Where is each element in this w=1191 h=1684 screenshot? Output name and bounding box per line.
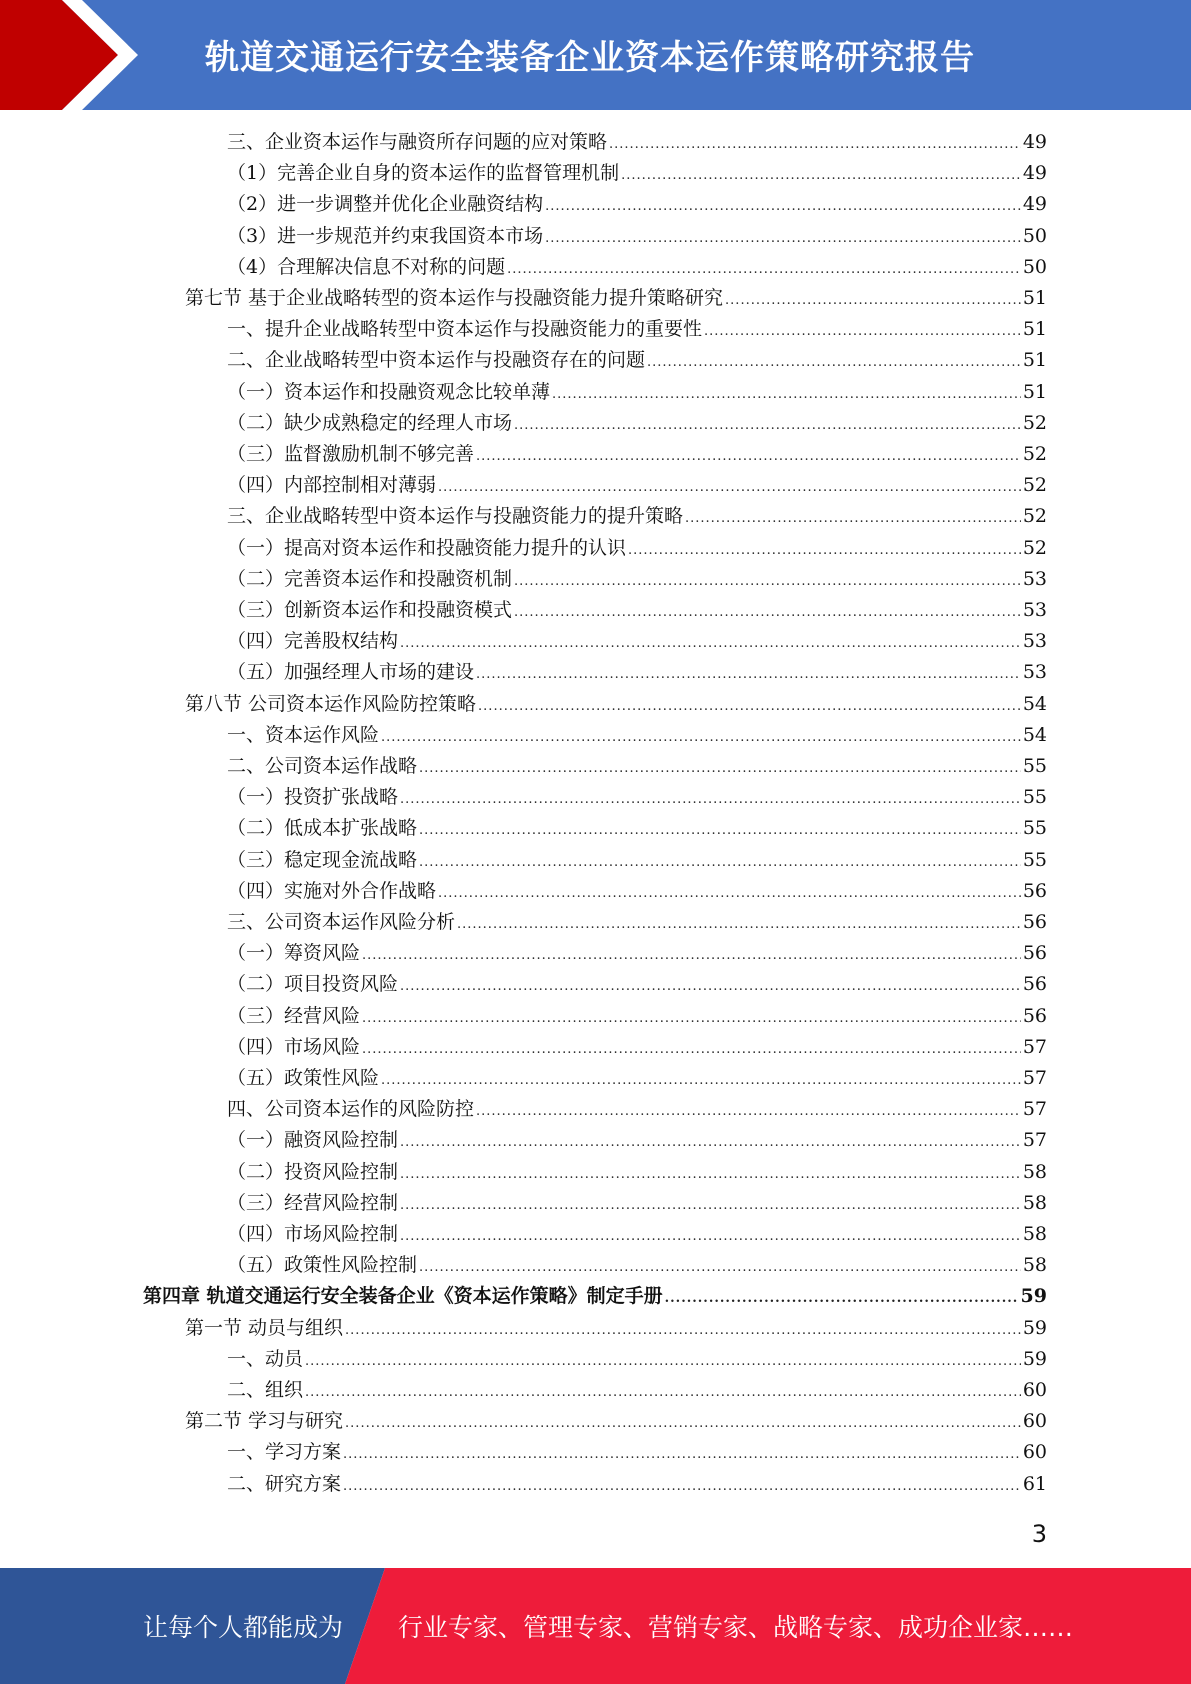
toc-entry[interactable] — [227, 1188, 1047, 1218]
toc-entry-page: 60 — [1022, 1441, 1047, 1464]
toc-entry[interactable] — [227, 813, 1047, 843]
toc-dot-leader — [381, 723, 1021, 753]
toc-dot-leader — [419, 816, 1021, 846]
toc-entry-label: 三、企业资本运作与融资所存问题的应对策略 — [227, 131, 608, 153]
toc-dot-leader — [457, 910, 1021, 940]
toc-entry[interactable] — [227, 595, 1047, 625]
toc-entry-page: 60 — [1022, 1379, 1047, 1401]
toc-entry-label: （一）资本运作和投融资观念比较单薄 — [227, 380, 551, 403]
toc-entry[interactable] — [227, 221, 1047, 251]
toc-entry-page: 57 — [1022, 1098, 1047, 1121]
toc-entry[interactable] — [227, 720, 1047, 750]
toc-dot-leader — [400, 1160, 1021, 1190]
toc-entry[interactable] — [227, 314, 1047, 344]
toc-dot-leader — [476, 442, 1021, 472]
footer-slogan-right: 行业专家、管理专家、营销专家、战略专家、成功企业家…… — [398, 1613, 1074, 1642]
toc-entry[interactable] — [227, 1094, 1047, 1124]
toc-dot-leader — [362, 1035, 1021, 1065]
toc-entry-page: 56 — [1022, 942, 1047, 965]
toc-dot-leader — [400, 972, 1021, 1002]
toc-entry-page: 60 — [1022, 1410, 1047, 1433]
toc-entry-page: 59 — [1022, 1347, 1047, 1370]
toc-entry[interactable] — [227, 1001, 1047, 1031]
header-arrow-decoration — [0, 0, 160, 110]
toc-entry-page: 50 — [1022, 255, 1047, 278]
toc-dot-leader — [345, 1316, 1021, 1346]
toc-entry-page: 52 — [1022, 505, 1047, 528]
toc-entry-label: （一）提高对资本运作和投融资能力提升的认识 — [227, 536, 627, 559]
toc-dot-leader — [665, 1284, 1019, 1314]
toc-entry-page: 55 — [1022, 817, 1047, 840]
toc-entry[interactable] — [227, 751, 1047, 781]
toc-entry-label: 一、学习方案 — [227, 1441, 342, 1464]
toc-entry[interactable] — [227, 252, 1047, 282]
toc-entry[interactable] — [227, 876, 1047, 906]
toc-entry-label: （一）投资扩张战略 — [227, 786, 399, 809]
toc-entry-page: 53 — [1022, 661, 1047, 684]
toc-entry[interactable] — [227, 470, 1047, 500]
toc-entry[interactable] — [185, 1406, 1047, 1436]
toc-entry[interactable] — [227, 938, 1047, 968]
toc-entry-page: 49 — [1022, 162, 1047, 185]
toc-entry-page: 54 — [1022, 692, 1047, 715]
toc-entry-label: 二、研究方案 — [227, 1472, 342, 1495]
toc-entry-label: （二）完善资本运作和投融资机制 — [227, 567, 513, 590]
toc-entry-label: 第一节 动员与组织 — [185, 1316, 344, 1339]
toc-dot-leader — [400, 1191, 1021, 1221]
toc-entry-page: 51 — [1022, 287, 1047, 309]
toc-dot-leader — [704, 317, 1021, 347]
toc-entry[interactable] — [227, 657, 1047, 687]
toc-entry-page: 59 — [1022, 1316, 1047, 1339]
toc-dot-leader — [305, 1378, 1021, 1408]
toc-entry-page: 50 — [1022, 224, 1047, 247]
toc-entry-page: 56 — [1022, 973, 1047, 996]
toc-entry-page: 53 — [1022, 567, 1047, 590]
toc-dot-leader — [438, 879, 1021, 909]
toc-dot-leader — [343, 1472, 1021, 1502]
page-number: 3 — [1031, 1520, 1047, 1548]
toc-entry-page: 54 — [1022, 723, 1047, 746]
toc-entry-page: 51 — [1022, 349, 1047, 372]
toc-dot-leader — [545, 224, 1021, 254]
toc-entry[interactable] — [227, 564, 1047, 594]
toc-dot-leader — [305, 1347, 1021, 1377]
toc-entry-label: 二、企业战略转型中资本运作与投融资存在的问题 — [227, 349, 646, 372]
toc-dot-leader — [685, 504, 1021, 534]
toc-dot-leader — [545, 192, 1021, 222]
toc-entry[interactable] — [227, 377, 1047, 407]
toc-entry-label: （4）合理解决信息不对称的问题 — [227, 255, 506, 278]
toc-entry-label: （五）政策性风险控制 — [227, 1254, 418, 1277]
toc-entry-label: 第四章 轨道交通运行安全装备企业《资本运作策略》制定手册 — [143, 1285, 663, 1308]
report-header — [0, 0, 1191, 110]
toc-dot-leader — [345, 1409, 1021, 1439]
toc-entry-label: 二、公司资本运作战略 — [227, 755, 418, 777]
toc-entry-label: 一、动员 — [227, 1347, 304, 1370]
toc-dot-leader — [343, 1440, 1021, 1470]
toc-entry[interactable] — [227, 1469, 1047, 1499]
toc-dot-leader — [609, 130, 1021, 160]
toc-entry-page: 52 — [1022, 443, 1047, 465]
toc-entry[interactable] — [185, 283, 1047, 313]
toc-entry[interactable] — [227, 782, 1047, 812]
toc-entry-page: 57 — [1022, 1067, 1047, 1089]
toc-entry[interactable] — [227, 439, 1047, 469]
toc-entry-page: 49 — [1022, 131, 1047, 153]
toc-entry-label: 三、公司资本运作风险分析 — [227, 911, 456, 933]
toc-dot-leader — [419, 754, 1021, 784]
toc-entry-label: （四）市场风险控制 — [227, 1223, 399, 1245]
toc-entry-label: （三）监督激励机制不够完善 — [227, 443, 475, 465]
toc-entry-page: 52 — [1022, 536, 1047, 559]
toc-entry-label: （一）融资风险控制 — [227, 1129, 399, 1152]
toc-entry-page: 58 — [1022, 1191, 1047, 1214]
toc-entry-label: （3）进一步规范并约束我国资本市场 — [227, 224, 544, 247]
toc-entry[interactable] — [227, 1125, 1047, 1155]
toc-dot-leader — [419, 1253, 1021, 1283]
footer-slogan-left: 让每个人都能成为 — [143, 1613, 344, 1642]
toc-entry-label: （三）创新资本运作和投融资模式 — [227, 599, 513, 621]
toc-entry-page: 51 — [1022, 318, 1047, 341]
toc-entry[interactable] — [227, 533, 1047, 563]
report-title: 轨道交通运行安全装备企业资本运作策略研究报告 — [205, 38, 975, 78]
toc-entry[interactable] — [227, 1375, 1047, 1405]
report-footer — [0, 1568, 1191, 1684]
toc-entry-page: 55 — [1022, 848, 1047, 871]
toc-dot-leader — [514, 567, 1021, 597]
toc-entry-label: （二）缺少成熟稳定的经理人市场 — [227, 411, 513, 434]
toc-entry-label: （三）经营风险控制 — [227, 1191, 399, 1214]
toc-entry-page: 49 — [1022, 193, 1047, 216]
toc-entry-page: 59 — [1020, 1285, 1047, 1308]
toc-entry[interactable] — [227, 127, 1047, 157]
toc-entry-label: （四）完善股权结构 — [227, 630, 399, 653]
toc-entry-page: 52 — [1022, 474, 1047, 497]
toc-entry[interactable] — [227, 907, 1047, 937]
toc-entry-label: 第二节 学习与研究 — [185, 1410, 344, 1433]
toc-entry[interactable] — [227, 1250, 1047, 1280]
toc-entry-page: 52 — [1022, 411, 1047, 434]
toc-entry[interactable] — [227, 1063, 1047, 1093]
toc-dot-leader — [514, 598, 1021, 628]
toc-entry-label: （二）项目投资风险 — [227, 973, 399, 996]
toc-dot-leader — [628, 536, 1021, 566]
toc-entry-label: （三）经营风险 — [227, 1004, 361, 1027]
toc-entry[interactable] — [227, 1157, 1047, 1187]
toc-entry[interactable] — [227, 158, 1047, 188]
toc-entry-page: 55 — [1022, 786, 1047, 809]
toc-dot-leader — [400, 1128, 1021, 1158]
toc-entry-label: 一、资本运作风险 — [227, 723, 380, 746]
toc-entry-page: 56 — [1022, 911, 1047, 933]
toc-dot-leader — [514, 411, 1021, 441]
toc-entry-label: （2）进一步调整并优化企业融资结构 — [227, 193, 544, 216]
toc-entry[interactable] — [227, 1032, 1047, 1062]
toc-entry-page: 56 — [1022, 1004, 1047, 1027]
toc-dot-leader — [381, 1066, 1021, 1096]
toc-entry-label: （二）低成本扩张战略 — [227, 817, 418, 840]
toc-dot-leader — [438, 473, 1021, 503]
toc-dot-leader — [362, 1004, 1021, 1034]
toc-entry-page: 61 — [1022, 1472, 1047, 1495]
toc-entry-page: 56 — [1022, 879, 1047, 902]
toc-dot-leader — [478, 692, 1021, 722]
toc-dot-leader — [362, 941, 1021, 971]
toc-entry-page: 53 — [1022, 599, 1047, 621]
toc-entry-label: 第七节 基于企业战略转型的资本运作与投融资能力提升策略研究 — [185, 287, 724, 309]
toc-entry[interactable] — [227, 969, 1047, 999]
toc-entry-label: 二、组织 — [227, 1379, 304, 1401]
toc-dot-leader — [647, 348, 1021, 378]
toc-entry-label: （四）市场风险 — [227, 1035, 361, 1058]
toc-entry[interactable] — [227, 408, 1047, 438]
toc-entry-label: （五）加强经理人市场的建设 — [227, 661, 475, 684]
toc-dot-leader — [507, 255, 1021, 285]
toc-entry[interactable] — [227, 1219, 1047, 1249]
toc-entry-page: 57 — [1022, 1129, 1047, 1152]
toc-dot-leader — [400, 785, 1021, 815]
toc-entry-label: （三）稳定现金流战略 — [227, 848, 418, 871]
toc-dot-leader — [476, 660, 1021, 690]
toc-entry-page: 58 — [1022, 1160, 1047, 1183]
toc-entry-label: （四）内部控制相对薄弱 — [227, 474, 437, 497]
toc-dot-leader — [725, 286, 1021, 316]
toc-dot-leader — [419, 848, 1021, 878]
toc-entry[interactable] — [227, 845, 1047, 875]
toc-entry-page: 57 — [1022, 1035, 1047, 1058]
toc-dot-leader — [476, 1097, 1021, 1127]
toc-entry-label: （四）实施对外合作战略 — [227, 879, 437, 902]
toc-entry[interactable] — [227, 1437, 1047, 1467]
toc-entry-page: 55 — [1022, 755, 1047, 777]
toc-entry-label: （二）投资风险控制 — [227, 1160, 399, 1183]
toc-entry[interactable] — [143, 1281, 1047, 1311]
toc-entry[interactable] — [227, 626, 1047, 656]
toc-entry-page: 51 — [1022, 380, 1047, 403]
toc-entry-label: 一、提升企业战略转型中资本运作与投融资能力的重要性 — [227, 318, 703, 341]
toc-entry[interactable] — [227, 1344, 1047, 1374]
toc-entry-page: 53 — [1022, 630, 1047, 653]
toc-entry[interactable] — [185, 689, 1047, 719]
toc-entry[interactable] — [227, 345, 1047, 375]
toc-entry-label: （一）筹资风险 — [227, 942, 361, 965]
toc-dot-leader — [552, 380, 1021, 410]
toc-entry-page: 58 — [1022, 1254, 1047, 1277]
toc-dot-leader — [400, 629, 1021, 659]
toc-entry-page: 58 — [1022, 1223, 1047, 1245]
toc-entry-label: （1）完善企业自身的资本运作的监督管理机制 — [227, 162, 620, 185]
toc-entry[interactable] — [185, 1313, 1047, 1343]
toc-entry-label: 三、企业战略转型中资本运作与投融资能力的提升策略 — [227, 505, 684, 528]
toc-entry-label: 四、公司资本运作的风险防控 — [227, 1098, 475, 1121]
toc-entry[interactable] — [227, 501, 1047, 531]
toc-dot-leader — [621, 161, 1021, 191]
toc-entry-label: （五）政策性风险 — [227, 1067, 380, 1089]
toc-dot-leader — [400, 1222, 1021, 1252]
toc-entry[interactable] — [227, 189, 1047, 219]
toc-entry-label: 第八节 公司资本运作风险防控策略 — [185, 692, 477, 715]
